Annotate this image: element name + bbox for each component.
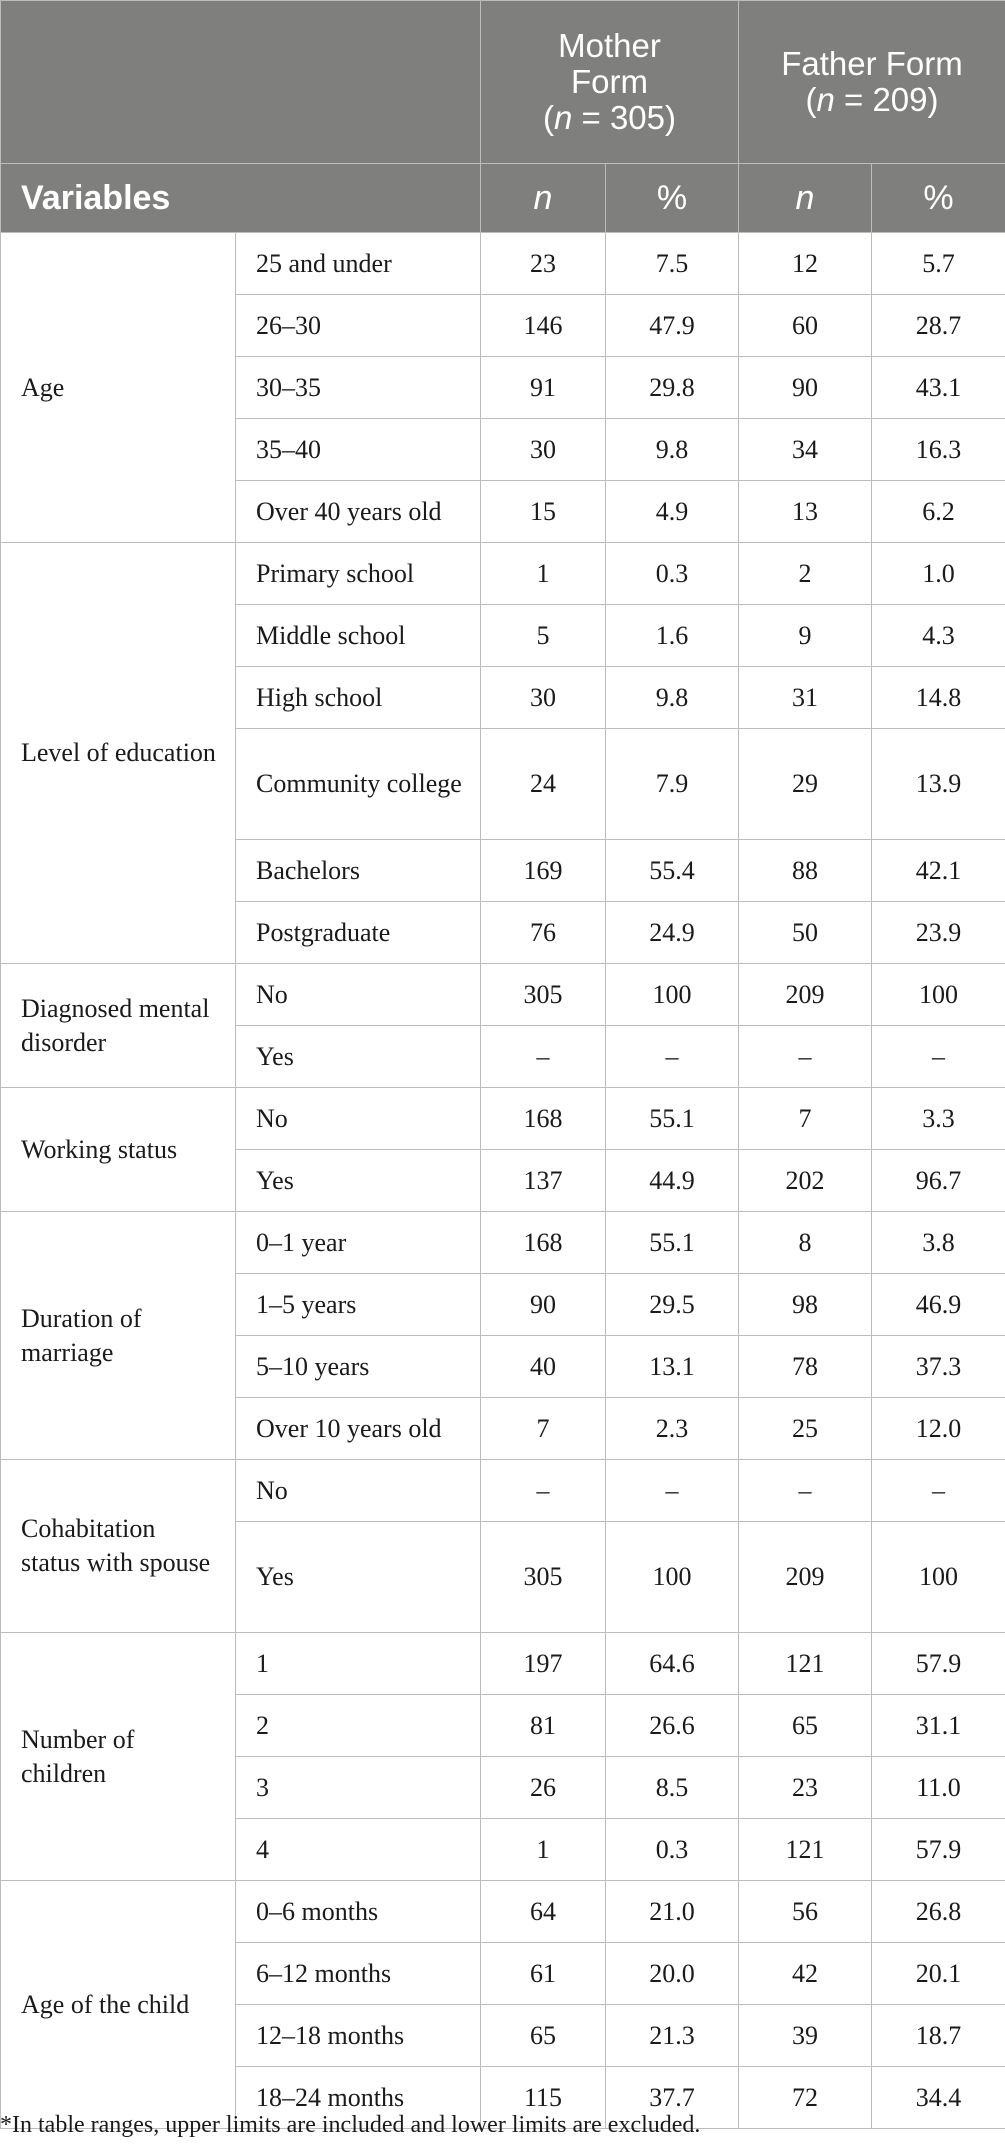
father-pct-cell: 6.2 <box>872 481 1005 543</box>
category-cell: Yes <box>236 1522 481 1633</box>
variable-group-label: Working status <box>1 1088 236 1212</box>
father-pct-cell: 43.1 <box>872 357 1005 419</box>
table-row <box>1 1633 1005 1695</box>
father-n-cell: 72 <box>739 2067 872 2129</box>
mother-n-cell: 146 <box>481 295 606 357</box>
category-cell: Over 40 years old <box>236 481 481 543</box>
father-pct-cell: 57.9 <box>872 1819 1005 1881</box>
mother-pct-cell: 29.8 <box>606 357 739 419</box>
mother-n-cell: 90 <box>481 1274 606 1336</box>
mother-n-cell: 91 <box>481 357 606 419</box>
mother-pct-col-header: % <box>606 164 739 233</box>
father-n-cell: 29 <box>739 729 872 840</box>
father-n-cell: 88 <box>739 840 872 902</box>
father-n-cell: 34 <box>739 419 872 481</box>
category-cell: 2 <box>236 1695 481 1757</box>
mother-pct-cell: 21.0 <box>606 1881 739 1943</box>
father-pct-cell: 12.0 <box>872 1398 1005 1460</box>
mother-n-cell: 23 <box>481 233 606 295</box>
table-row <box>1 964 1005 1026</box>
category-cell: High school <box>236 667 481 729</box>
mother-form-header: Mother Form (n = 305) <box>481 1 739 164</box>
table-row <box>1 233 1005 295</box>
table-row <box>1 1088 1005 1150</box>
mother-n-cell: 1 <box>481 543 606 605</box>
category-cell: Yes <box>236 1150 481 1212</box>
mother-pct-cell: 26.6 <box>606 1695 739 1757</box>
table-row <box>1 1212 1005 1274</box>
category-cell: 25 and under <box>236 233 481 295</box>
father-pct-cell: 5.7 <box>872 233 1005 295</box>
father-form-header: Father Form (n = 209) <box>739 1 1005 164</box>
father-n-cell: 25 <box>739 1398 872 1460</box>
mother-n-cell: 65 <box>481 2005 606 2067</box>
father-n-cell: 121 <box>739 1633 872 1695</box>
category-cell: 30–35 <box>236 357 481 419</box>
category-cell: Community college <box>236 729 481 840</box>
table-row <box>1 543 1005 605</box>
category-cell: 35–40 <box>236 419 481 481</box>
father-n-cell: 39 <box>739 2005 872 2067</box>
father-n-cell: 65 <box>739 1695 872 1757</box>
category-cell: Yes <box>236 1026 481 1088</box>
mother-pct-cell: 55.1 <box>606 1088 739 1150</box>
father-n-cell: 8 <box>739 1212 872 1274</box>
mother-n-cell: – <box>481 1460 606 1522</box>
mother-pct-cell: 44.9 <box>606 1150 739 1212</box>
mother-n-cell: 40 <box>481 1336 606 1398</box>
variable-group-label: Number of children <box>1 1633 236 1881</box>
mother-pct-cell: 8.5 <box>606 1757 739 1819</box>
father-pct-cell: 14.8 <box>872 667 1005 729</box>
father-pct-cell: 20.1 <box>872 1943 1005 2005</box>
mother-n-cell: 81 <box>481 1695 606 1757</box>
father-form-line1: Father Form <box>781 45 963 82</box>
father-pct-cell: 96.7 <box>872 1150 1005 1212</box>
father-pct-cell: 11.0 <box>872 1757 1005 1819</box>
mother-pct-cell: 47.9 <box>606 295 739 357</box>
father-n-cell: 42 <box>739 1943 872 2005</box>
father-pct-cell: 1.0 <box>872 543 1005 605</box>
father-pct-cell: 46.9 <box>872 1274 1005 1336</box>
category-cell: 3 <box>236 1757 481 1819</box>
mother-n-cell: 197 <box>481 1633 606 1695</box>
variable-group-label: Age of the child <box>1 1881 236 2129</box>
father-pct-cell: 26.8 <box>872 1881 1005 1943</box>
variable-group-label: Level of education <box>1 543 236 964</box>
mother-pct-cell: 9.8 <box>606 667 739 729</box>
father-pct-cell: 3.3 <box>872 1088 1005 1150</box>
category-cell: Primary school <box>236 543 481 605</box>
father-n-cell: – <box>739 1460 872 1522</box>
category-cell: Bachelors <box>236 840 481 902</box>
category-cell: 26–30 <box>236 295 481 357</box>
category-cell: 12–18 months <box>236 2005 481 2067</box>
father-pct-cell: 28.7 <box>872 295 1005 357</box>
mother-pct-cell: 55.1 <box>606 1212 739 1274</box>
mother-pct-cell: 100 <box>606 964 739 1026</box>
father-pct-cell: 4.3 <box>872 605 1005 667</box>
mother-n-cell: 168 <box>481 1212 606 1274</box>
mother-n-cell: 64 <box>481 1881 606 1943</box>
father-pct-cell: – <box>872 1026 1005 1088</box>
mother-n-col-header: n <box>481 164 606 233</box>
mother-pct-cell: 100 <box>606 1522 739 1633</box>
father-pct-cell: 13.9 <box>872 729 1005 840</box>
father-pct-col-header: % <box>872 164 1005 233</box>
mother-n-cell: 168 <box>481 1088 606 1150</box>
variables-header: Variables <box>1 164 481 233</box>
mother-pct-cell: 1.6 <box>606 605 739 667</box>
father-n-cell: 12 <box>739 233 872 295</box>
mother-n-cell: 15 <box>481 481 606 543</box>
father-pct-cell: 18.7 <box>872 2005 1005 2067</box>
father-n-cell: 209 <box>739 964 872 1026</box>
father-n-col-header: n <box>739 164 872 233</box>
mother-pct-cell: 21.3 <box>606 2005 739 2067</box>
father-pct-cell: 16.3 <box>872 419 1005 481</box>
father-n-cell: 7 <box>739 1088 872 1150</box>
mother-n-value: = 305) <box>572 99 677 136</box>
father-pct-cell: 42.1 <box>872 840 1005 902</box>
father-pct-cell: 100 <box>872 964 1005 1026</box>
father-n-cell: 31 <box>739 667 872 729</box>
category-cell: 18–24 months <box>236 2067 481 2129</box>
mother-n-cell: 305 <box>481 964 606 1026</box>
mother-n-cell: 305 <box>481 1522 606 1633</box>
mother-n-cell: 7 <box>481 1398 606 1460</box>
father-n-value: = 209) <box>834 81 939 118</box>
category-cell: No <box>236 1088 481 1150</box>
mother-form-line1: Mother <box>558 27 661 64</box>
father-n-cell: 23 <box>739 1757 872 1819</box>
father-pct-cell: 37.3 <box>872 1336 1005 1398</box>
category-cell: No <box>236 1460 481 1522</box>
mother-pct-cell: 2.3 <box>606 1398 739 1460</box>
father-pct-cell: 34.4 <box>872 2067 1005 2129</box>
father-pct-cell: 100 <box>872 1522 1005 1633</box>
mother-pct-cell: 55.4 <box>606 840 739 902</box>
header-blank <box>1 1 481 164</box>
mother-n-cell: 137 <box>481 1150 606 1212</box>
category-cell: No <box>236 964 481 1026</box>
father-n-cell: 121 <box>739 1819 872 1881</box>
father-n-cell: 9 <box>739 605 872 667</box>
category-cell: 1 <box>236 1633 481 1695</box>
father-n-cell: 2 <box>739 543 872 605</box>
mother-pct-cell: 0.3 <box>606 1819 739 1881</box>
variable-group-label: Diagnosed mental disorder <box>1 964 236 1088</box>
father-n-label: n <box>816 81 835 118</box>
mother-pct-cell: 20.0 <box>606 1943 739 2005</box>
mother-pct-cell: 13.1 <box>606 1336 739 1398</box>
father-pct-cell: 31.1 <box>872 1695 1005 1757</box>
category-cell: 0–1 year <box>236 1212 481 1274</box>
mother-pct-cell: 37.7 <box>606 2067 739 2129</box>
table-row <box>1 1881 1005 1943</box>
mother-pct-cell: 7.9 <box>606 729 739 840</box>
father-pct-cell: 57.9 <box>872 1633 1005 1695</box>
category-cell: Postgraduate <box>236 902 481 964</box>
variable-group-label: Age <box>1 233 236 543</box>
mother-pct-cell: 0.3 <box>606 543 739 605</box>
mother-n-cell: 26 <box>481 1757 606 1819</box>
father-n-cell: 98 <box>739 1274 872 1336</box>
mother-n-cell: 30 <box>481 667 606 729</box>
mother-pct-cell: 4.9 <box>606 481 739 543</box>
category-cell: Over 10 years old <box>236 1398 481 1460</box>
father-pct-cell: – <box>872 1460 1005 1522</box>
category-cell: 1–5 years <box>236 1274 481 1336</box>
category-cell: 6–12 months <box>236 1943 481 2005</box>
table-header <box>1 1 1005 233</box>
mother-pct-cell: – <box>606 1460 739 1522</box>
mother-n-cell: – <box>481 1026 606 1088</box>
mother-n-label: n <box>553 99 573 136</box>
mother-pct-cell: 7.5 <box>606 233 739 295</box>
mother-pct-cell: – <box>606 1026 739 1088</box>
father-pct-cell: 23.9 <box>872 902 1005 964</box>
mother-pct-cell: 24.9 <box>606 902 739 964</box>
table-body <box>1 233 1005 2129</box>
father-n-cell: 90 <box>739 357 872 419</box>
mother-n-cell: 169 <box>481 840 606 902</box>
mother-form-line2: Form <box>571 63 648 100</box>
mother-n-cell: 76 <box>481 902 606 964</box>
category-cell: 5–10 years <box>236 1336 481 1398</box>
father-pct-cell: 3.8 <box>872 1212 1005 1274</box>
father-n-cell: – <box>739 1026 872 1088</box>
category-cell: Middle school <box>236 605 481 667</box>
father-n-cell: 60 <box>739 295 872 357</box>
table-footnote: *In table ranges, upper limits are included and lower limits are excluded. <box>0 2112 701 2138</box>
variable-group-label: Cohabitation status with spouse <box>1 1460 236 1633</box>
mother-n-cell: 1 <box>481 1819 606 1881</box>
mother-n-cell: 30 <box>481 419 606 481</box>
mother-n-cell: 115 <box>481 2067 606 2129</box>
mother-pct-cell: 64.6 <box>606 1633 739 1695</box>
father-n-cell: 56 <box>739 1881 872 1943</box>
father-n-cell: 202 <box>739 1150 872 1212</box>
mother-n-cell: 61 <box>481 1943 606 2005</box>
father-n-cell: 209 <box>739 1522 872 1633</box>
father-n-cell: 50 <box>739 902 872 964</box>
father-n-cell: 78 <box>739 1336 872 1398</box>
mother-n-cell: 5 <box>481 605 606 667</box>
table-row <box>1 1460 1005 1522</box>
category-cell: 0–6 months <box>236 1881 481 1943</box>
mother-pct-cell: 9.8 <box>606 419 739 481</box>
mother-pct-cell: 29.5 <box>606 1274 739 1336</box>
variable-group-label: Duration of marriage <box>1 1212 236 1460</box>
category-cell: 4 <box>236 1819 481 1881</box>
father-n-cell: 13 <box>739 481 872 543</box>
mother-n-cell: 24 <box>481 729 606 840</box>
